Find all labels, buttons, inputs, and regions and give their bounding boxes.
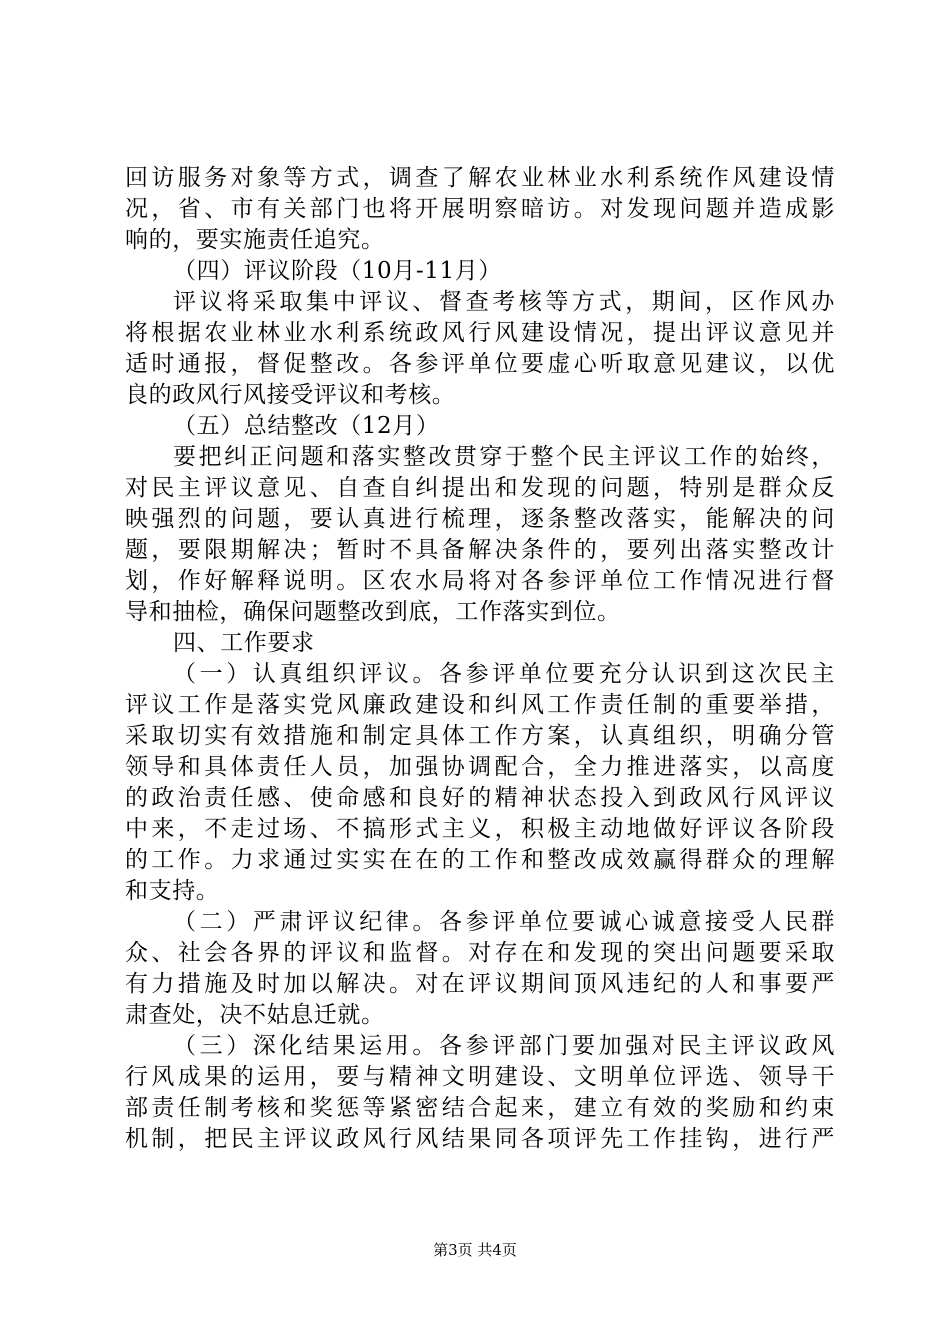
text-line: 众、社会各界的评议和监督。对存在和发现的突出问题要采取: [125, 940, 835, 966]
text-line: 领导和具体责任人员，加强协调配合，全力推进落实，以高度: [125, 754, 835, 780]
text-line: 的政治责任感、使命感和良好的精神状态投入到政风行风评议: [125, 785, 835, 811]
text-line: 要把纠正问题和落实整改贯穿于整个民主评议工作的始终，: [173, 444, 835, 470]
text-line: 评议将采取集中评议、督查考核等方式，期间，区作风办: [173, 289, 835, 315]
text-line: （二）严肃评议纪律。各参评单位要诚心诚意接受人民群: [173, 909, 835, 935]
text-line: 肃查处，决不姑息迁就。: [125, 1002, 385, 1028]
text-line: 将根据农业林业水利系统政风行风建设情况，提出评议意见并: [125, 320, 835, 346]
text-line: （三）深化结果运用。各参评部门要加强对民主评议政风: [173, 1033, 835, 1059]
text-line: 和支持。: [125, 878, 220, 904]
text-line: 划，作好解释说明。区农水局将对各参评单位工作情况进行督: [125, 568, 835, 594]
text-line: 机制，把民主评议政风行风结果同各项评先工作挂钩，进行严: [125, 1126, 835, 1152]
document-body: [125, 163, 835, 1155]
text-line: 对民主评议意见、自查自纠提出和发现的问题，特别是群众反: [125, 475, 835, 501]
section-heading: 四、工作要求: [173, 630, 315, 656]
text-line: 响的，要实施责任追究。: [125, 227, 385, 253]
text-line: 映强烈的问题，要认真进行梳理，逐条整改落实，能解决的问: [125, 506, 835, 532]
text-line: 题，要限期解决；暂时不具备解决条件的，要列出落实整改计: [125, 537, 835, 563]
text-line: 适时通报，督促整改。各参评单位要虚心听取意见建议，以优: [125, 351, 835, 377]
text-line: 良的政风行风接受评议和考核。: [125, 382, 456, 408]
text-line: 的工作。力求通过实实在在的工作和整改成效赢得群众的理解: [125, 847, 835, 873]
section-heading: （五）总结整改（12月）: [173, 413, 440, 439]
page-number: 第3页 共4页: [433, 1241, 517, 1259]
text-line: 中来，不走过场、不搞形式主义，积极主动地做好评议各阶段: [125, 816, 835, 842]
text-line: 况，省、市有关部门也将开展明察暗访。对发现问题并造成影: [125, 196, 835, 222]
text-line: 回访服务对象等方式，调查了解农业林业水利系统作风建设情: [125, 165, 835, 191]
text-line: 部责任制考核和奖惩等紧密结合起来，建立有效的奖励和约束: [125, 1095, 835, 1121]
text-line: 采取切实有效措施和制定具体工作方案，认真组织，明确分管: [125, 723, 835, 749]
text-line: 有力措施及时加以解决。对在评议期间顶风违纪的人和事要严: [125, 971, 835, 997]
text-line: 导和抽检，确保问题整改到底，工作落实到位。: [125, 599, 621, 625]
section-heading: （四）评议阶段（10月-11月）: [173, 258, 502, 284]
text-line: 评议工作是落实党风廉政建设和纠风工作责任制的重要举措，: [125, 692, 835, 718]
text-line: （一）认真组织评议。各参评单位要充分认识到这次民主: [173, 661, 835, 687]
text-line: 行风成果的运用，要与精神文明建设、文明单位评选、领导干: [125, 1064, 835, 1090]
